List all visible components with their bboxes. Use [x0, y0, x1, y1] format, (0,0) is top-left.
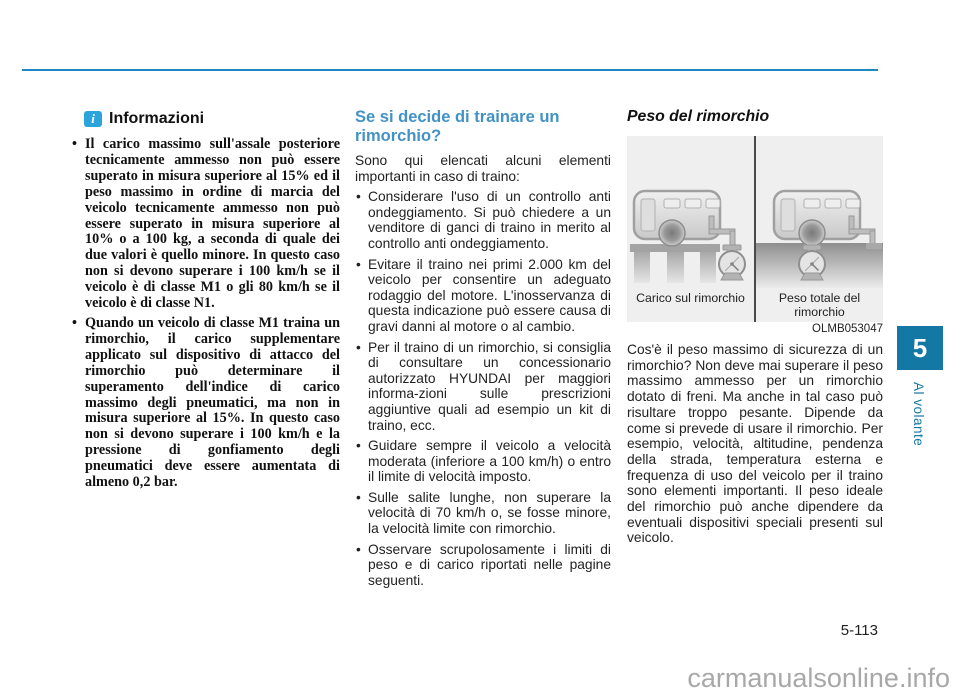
watermark: carmanualsonline.info	[687, 663, 950, 689]
chapter-title-vertical: Al volante	[911, 382, 926, 447]
info-bullet: • Il carico massimo sull'assale posteriore tecnicamente ammesso non può essere superato in misura superiore al 15% ed il peso massimo in ordine di marcia del veicolo tecnicamente ammesso non può essere superato in misura superiore al 10% o a 100 kg, a seconda di quale dei due valori è quello minore. In questo caso non si devono superare i 100 km/h se il veicolo è di classe M1 o gli 80 km/h se il veicolo è di classe N1.	[72, 137, 340, 312]
towing-bullet: • Sulle salite lunghe, non superare la velocità di 70 km/h o, se fosse minore, la velocità limite con rimorchio.	[355, 490, 611, 537]
info-section-header	[84, 110, 340, 128]
weight-section	[627, 108, 883, 546]
towing-intro: Sono qui elencati alcuni elementi importanti in caso di traino:	[355, 153, 611, 184]
tongue-load-panel	[630, 191, 745, 283]
figure-code: OLMB053047	[812, 323, 883, 335]
info-bullet: • Quando un veicolo di classe M1 traina un rimorchio, il carico supplementare applicato sul dispositivo di attacco del rimorchio può determinare il superamento dell'indice di carico massimo degli pneumatici, ma non in misura superiore al 15%. In questo caso non si devono superare i 100 km/h e la pressione di gonfiamento degli pneumatici deve essere aumentata di almeno 0,2 bar.	[72, 316, 340, 491]
info-icon: i	[84, 111, 102, 127]
towing-section-title: Se si decide di trainare un rimorchio?	[355, 108, 560, 145]
info-bullet-list	[72, 137, 340, 491]
figure-caption-right: Peso totale del rimorchio	[778, 291, 861, 319]
towing-bullet: • Guidare sempre il veicolo a velocità moderata (inferiore a 100 km/h) o entro il limite di velocità imposto.	[355, 438, 611, 485]
trailer-weight-figure	[627, 136, 883, 322]
towing-bullet: • Evitare il traino nei primi 2.000 km del veicolo per consentire un adeguato rodaggio del motore. L'inosservanza di questa indicazione può essere causa di gravi danni al motore o al cambio.	[355, 257, 611, 335]
page-number: 5-113	[840, 622, 878, 639]
total-weight-panel	[756, 191, 883, 288]
towing-bullet-list	[355, 189, 611, 588]
figure-caption-left: Carico sul rimorchio	[636, 291, 745, 305]
weight-section-body: Cos'è il peso massimo di sicurezza di un rimorchio? Non deve mai superare il peso massimo ammesso per un rimorchio dotato di freni. Ma anche in tal caso può risultare troppo pesante. Dipende da come si prevede di usare il rimorchio. Per esempio, velocità, altitudine, pendenza della strada, temperatura esterna e frequenza di uso del veicolo per il traino sono elementi importanti. Il peso ideale del rimorchio può anche dipendere da eventuali dispositivi speciali presenti sul veicolo.	[627, 342, 883, 546]
towing-bullet: • Per il traino di un rimorchio, si consiglia di consultare un concessionario autorizzato HYUNDAI per maggiori informa-zioni sulle prescrizioni aggiuntive quali ad esempio un kit di traino, ecc.	[355, 340, 611, 434]
weight-section-title: Peso del rimorchio	[627, 108, 770, 125]
info-section-title: Informazioni	[109, 110, 205, 127]
towing-section	[355, 108, 611, 588]
top-rule	[22, 69, 878, 71]
towing-bullet: • Considerare l'uso di un controllo anti ondeggiamento. Si può chiedere a un venditore di ganci di traino in merito al controllo anti ondeggiamento.	[355, 189, 611, 251]
chapter-number-tab: 5	[897, 326, 943, 370]
info-section	[72, 110, 340, 495]
towing-bullet: • Osservare scrupolosamente i limiti di peso e di carico riportati nelle pagine seguenti.	[355, 542, 611, 589]
